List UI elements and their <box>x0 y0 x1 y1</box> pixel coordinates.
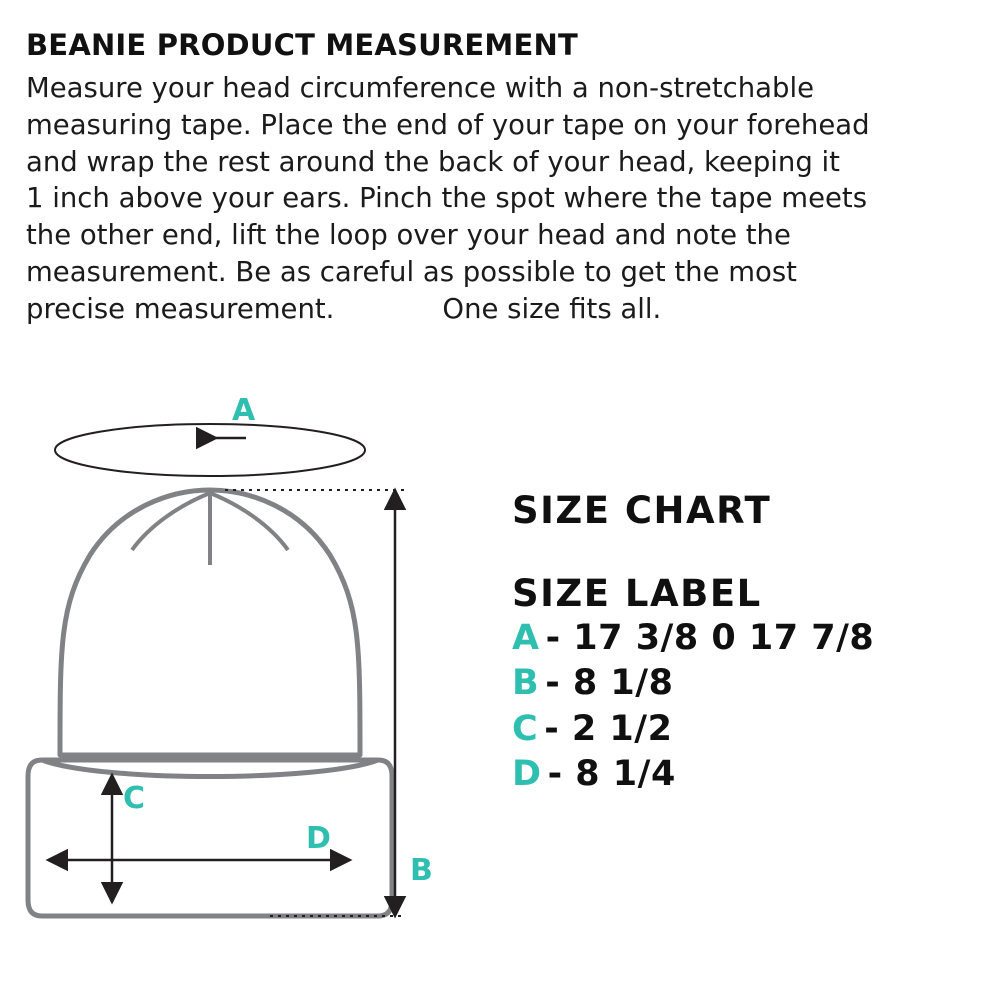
beanie-shape <box>28 490 392 916</box>
label-c-diagram: C <box>123 781 146 816</box>
page-title: BEANIE PRODUCT MEASUREMENT <box>26 28 578 62</box>
label-d-diagram: D <box>306 821 331 856</box>
size-key-c: C <box>512 708 539 749</box>
intro-line-3: and wrap the rest around the back of your head, keeping it <box>26 145 840 178</box>
size-key-d: D <box>512 753 542 794</box>
label-a-diagram: A <box>232 393 256 428</box>
header-block <box>26 30 966 328</box>
intro-last-line: precise measurement. <box>26 292 335 325</box>
size-value-c: - 2 1/2 <box>544 708 673 749</box>
size-chart-title: SIZE CHART <box>512 489 772 532</box>
intro-line-6: measurement. Be as careful as possible to get the most <box>26 256 797 289</box>
intro-line-5: the other end, lift the loop over your head and note the <box>26 219 791 252</box>
intro-line-2: measuring tape. Place the end of your tape on your forehead <box>26 108 870 141</box>
circumference-ellipse <box>55 424 365 476</box>
size-chart-row <box>512 754 982 795</box>
size-chart-rows <box>512 618 982 795</box>
size-value-b: - 8 1/8 <box>545 663 674 704</box>
size-chart-row <box>512 709 982 750</box>
label-b-diagram: B <box>410 853 433 888</box>
size-key-a: A <box>512 618 540 658</box>
size-value-a: - 17 3/8 0 17 7/8 <box>545 618 875 658</box>
size-key-b: B <box>512 663 540 704</box>
one-size-note: One size fits all. <box>442 292 662 325</box>
size-value-d: - 8 1/4 <box>547 753 676 794</box>
beanie-diagram <box>20 390 490 950</box>
size-chart-block <box>512 489 982 799</box>
intro-line-1: Measure your head circumference with a non-stretchable <box>26 71 815 104</box>
size-chart-row <box>512 618 982 659</box>
intro-paragraph <box>26 70 966 328</box>
intro-line-4: 1 inch above your ears. Pinch the spot where the tape meets <box>26 182 868 215</box>
size-chart-row <box>512 663 982 704</box>
size-label-heading: SIZE LABEL <box>512 572 762 615</box>
